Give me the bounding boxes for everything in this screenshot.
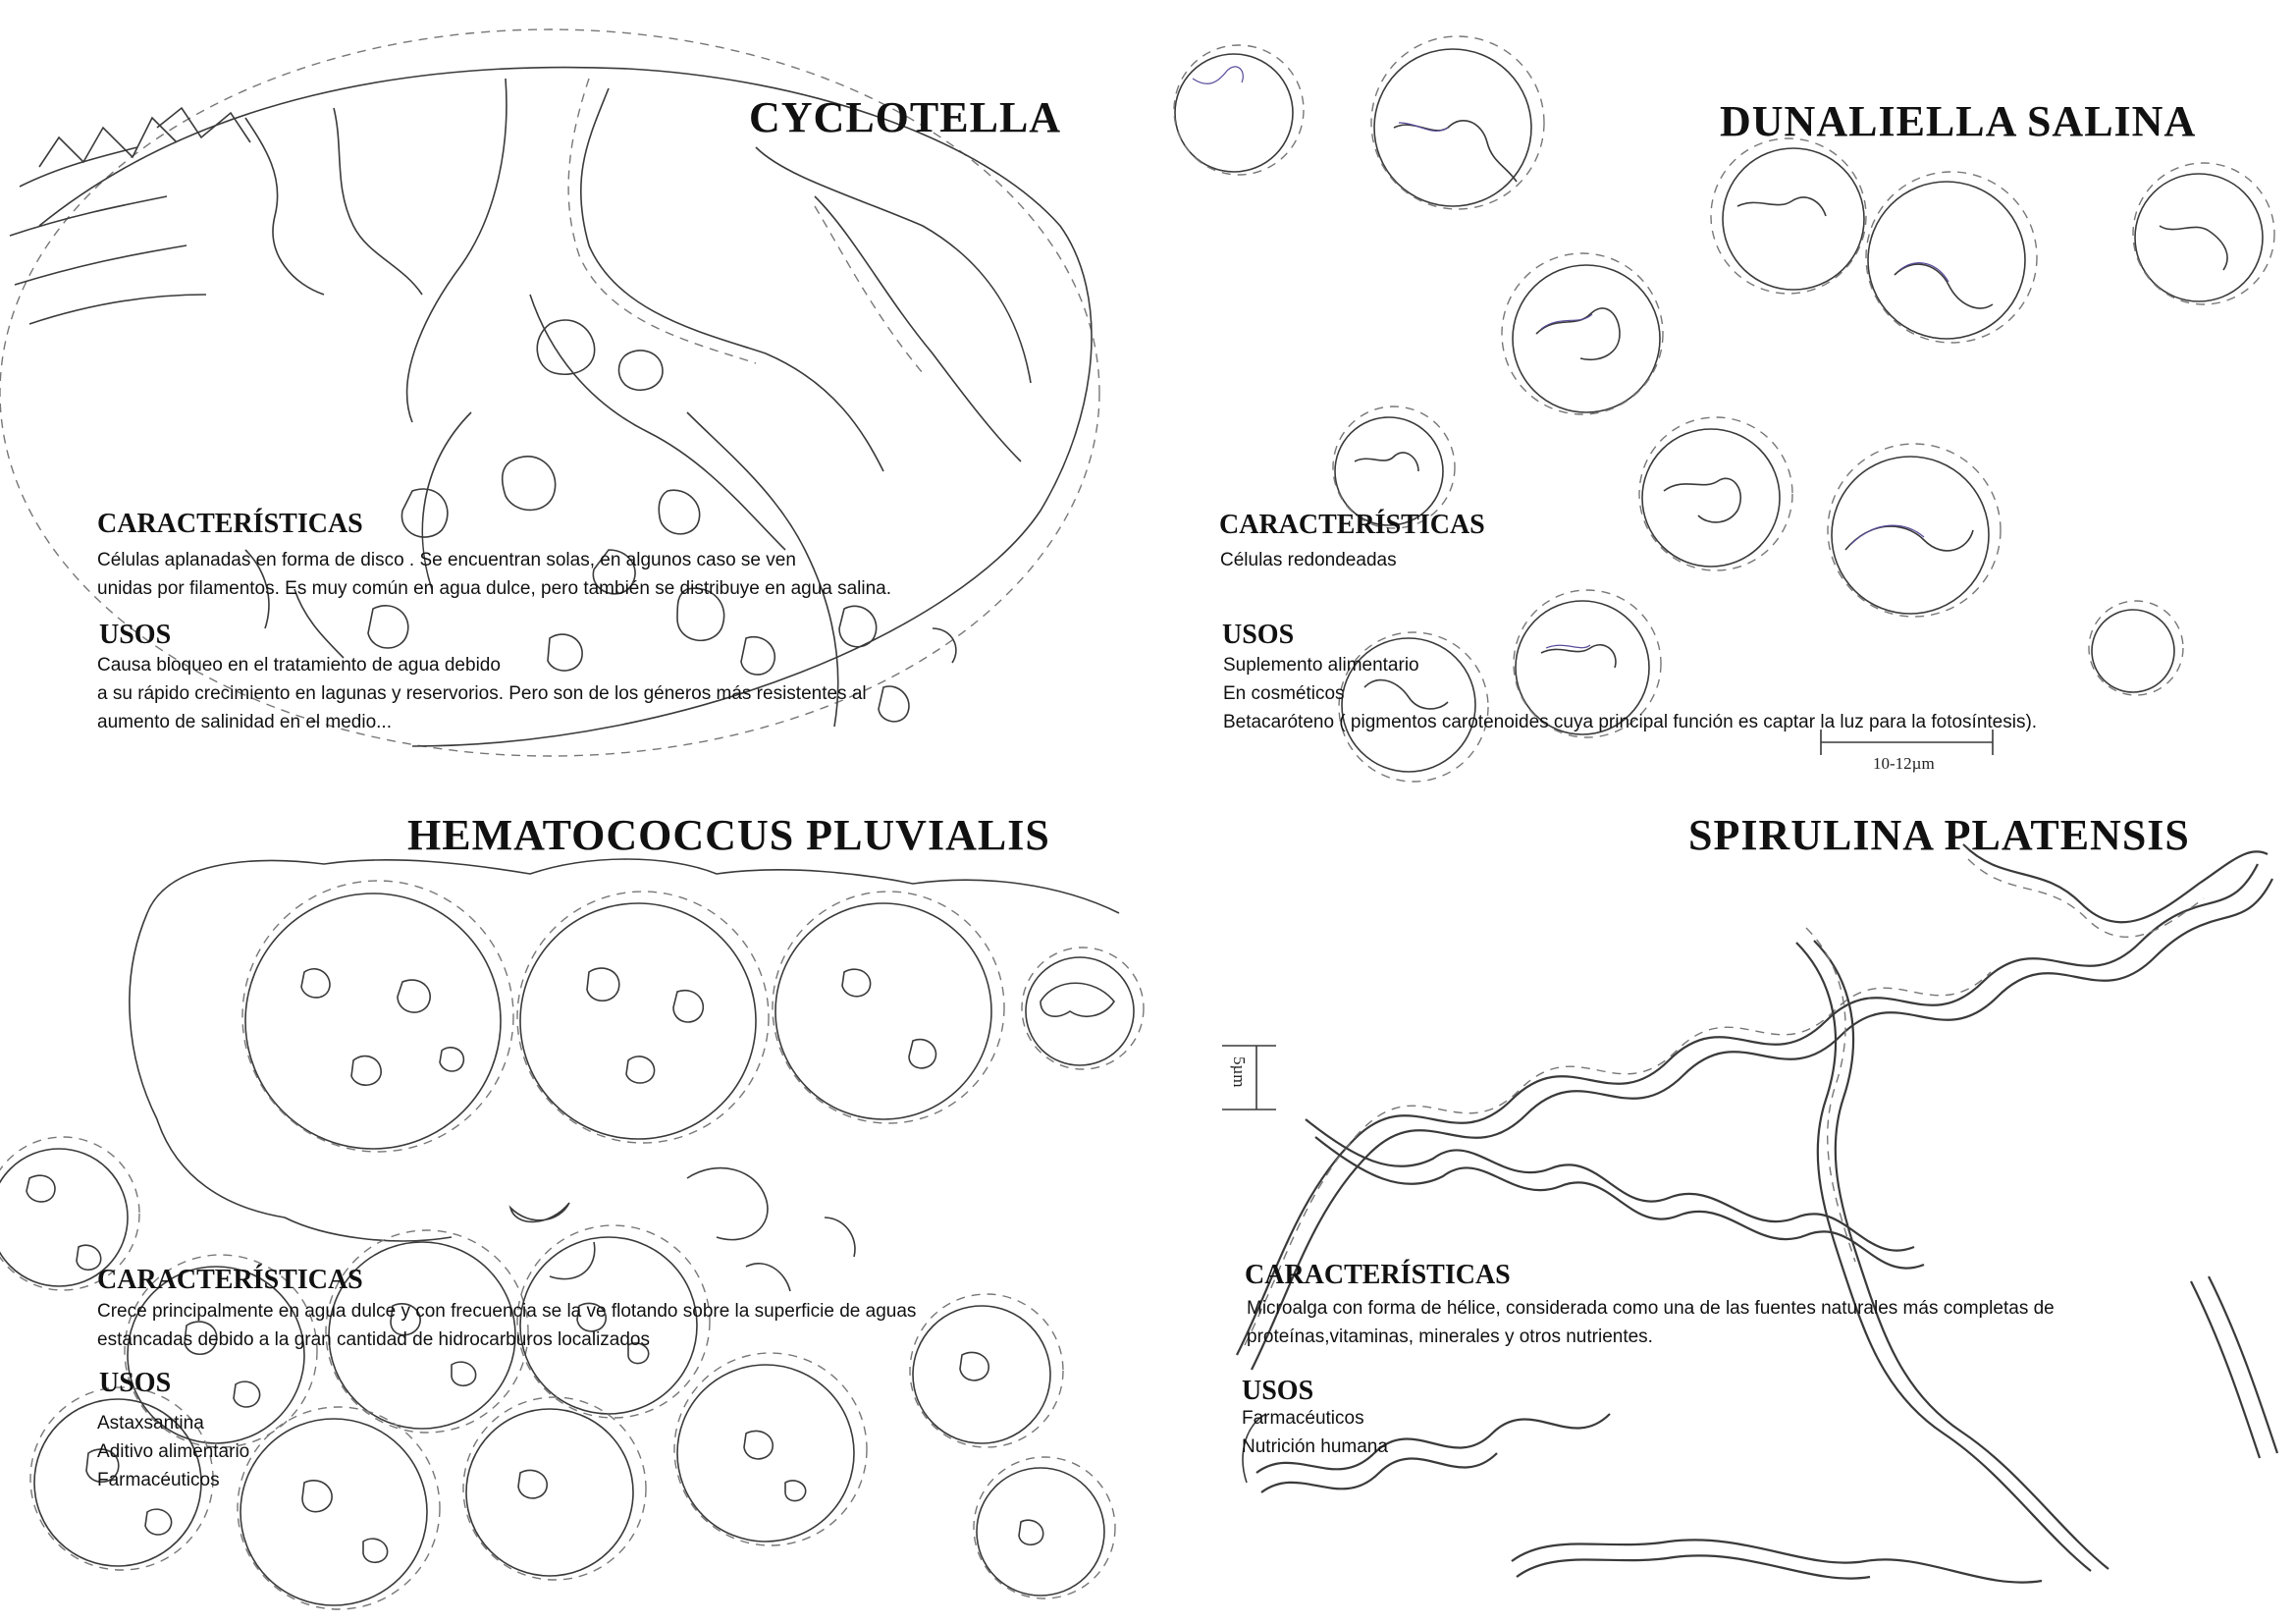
text-line: Nutrición humana <box>1242 1436 1388 1457</box>
cyclotella-usos-text <box>97 651 867 736</box>
cyclotella-caracteristicas-heading: CARACTERÍSTICAS <box>97 509 363 539</box>
text-line: Suplemento alimentario <box>1223 655 1419 676</box>
dunaliella-usos-heading: USOS <box>1222 620 1295 650</box>
text-line: estancadas debido a la gran cantidad de hidrocarburos localizados <box>97 1329 650 1350</box>
text-line: a su rápido crecimiento en lagunas y reservorios. Pero son de los géneros más resistentes al <box>97 683 867 704</box>
spirulina-title: SPIRULINA PLATENSIS <box>1688 811 2190 859</box>
spirulina-caracteristicas-heading: CARACTERÍSTICAS <box>1245 1260 1511 1290</box>
hematococcus-usos-text <box>97 1409 249 1494</box>
text-line: Astaxsantina <box>97 1413 204 1434</box>
dunaliella-usos-text <box>1223 651 2037 736</box>
text-line: aumento de salinidad en el medio... <box>97 712 392 732</box>
hematococcus-caracteristicas-heading: CARACTERÍSTICAS <box>97 1265 363 1295</box>
text-line: proteínas,vitaminas, minerales y otros nutrientes. <box>1247 1326 1653 1347</box>
text-line: Farmacéuticos <box>97 1470 220 1490</box>
text-line: Causa bloqueo en el tratamiento de agua debido <box>97 655 501 676</box>
cyclotella-title: CYCLOTELLA <box>749 93 1062 141</box>
dunaliella-caracteristicas-text <box>1220 546 1397 574</box>
spirulina-scale-label: 5µm <box>1230 1056 1249 1088</box>
hematococcus-caracteristicas-text <box>97 1297 916 1354</box>
text-line: Microalga con forma de hélice, considerada como una de las fuentes naturales más completas de <box>1247 1298 2055 1319</box>
hematococcus-cells-drawing <box>0 859 1144 1609</box>
spirulina-caracteristicas-text <box>1247 1294 2055 1351</box>
text-line: Farmacéuticos <box>1242 1408 1364 1429</box>
dunaliella-caracteristicas-heading: CARACTERÍSTICAS <box>1219 510 1485 540</box>
spirulina-usos-text <box>1242 1404 1388 1461</box>
hematococcus-title: HEMATOCOCCUS PLUVIALIS <box>407 811 1050 859</box>
text-line: Células aplanadas en forma de disco . Se encuentran solas, en algunos caso se ven <box>97 550 796 570</box>
text-line: En cosméticos <box>1223 683 1345 704</box>
dunaliella-title: DUNALIELLA SALINA <box>1720 97 2197 145</box>
text-line: Betacaróteno ( pigmentos carotenoides cuya principal función es captar la luz para la fotosíntesis). <box>1223 712 2038 732</box>
dunaliella-scale-label: 10-12µm <box>1873 754 1935 773</box>
cyclotella-caracteristicas-text <box>97 546 891 603</box>
text-line: Crece principalmente en agua dulce y con frecuencia se la ve flotando sobre la superficie de aguas <box>97 1301 917 1322</box>
text-line: Aditivo alimentario <box>97 1441 250 1462</box>
hematococcus-usos-heading: USOS <box>99 1368 172 1398</box>
text-line: Células redondeadas <box>1220 550 1397 570</box>
cyclotella-usos-heading: USOS <box>99 620 172 650</box>
text-line: unidas por filamentos. Es muy común en agua dulce, pero también se distribuye en agua salina. <box>97 578 892 599</box>
spirulina-filaments-drawing <box>1237 844 2277 1583</box>
spirulina-usos-heading: USOS <box>1242 1376 1314 1406</box>
